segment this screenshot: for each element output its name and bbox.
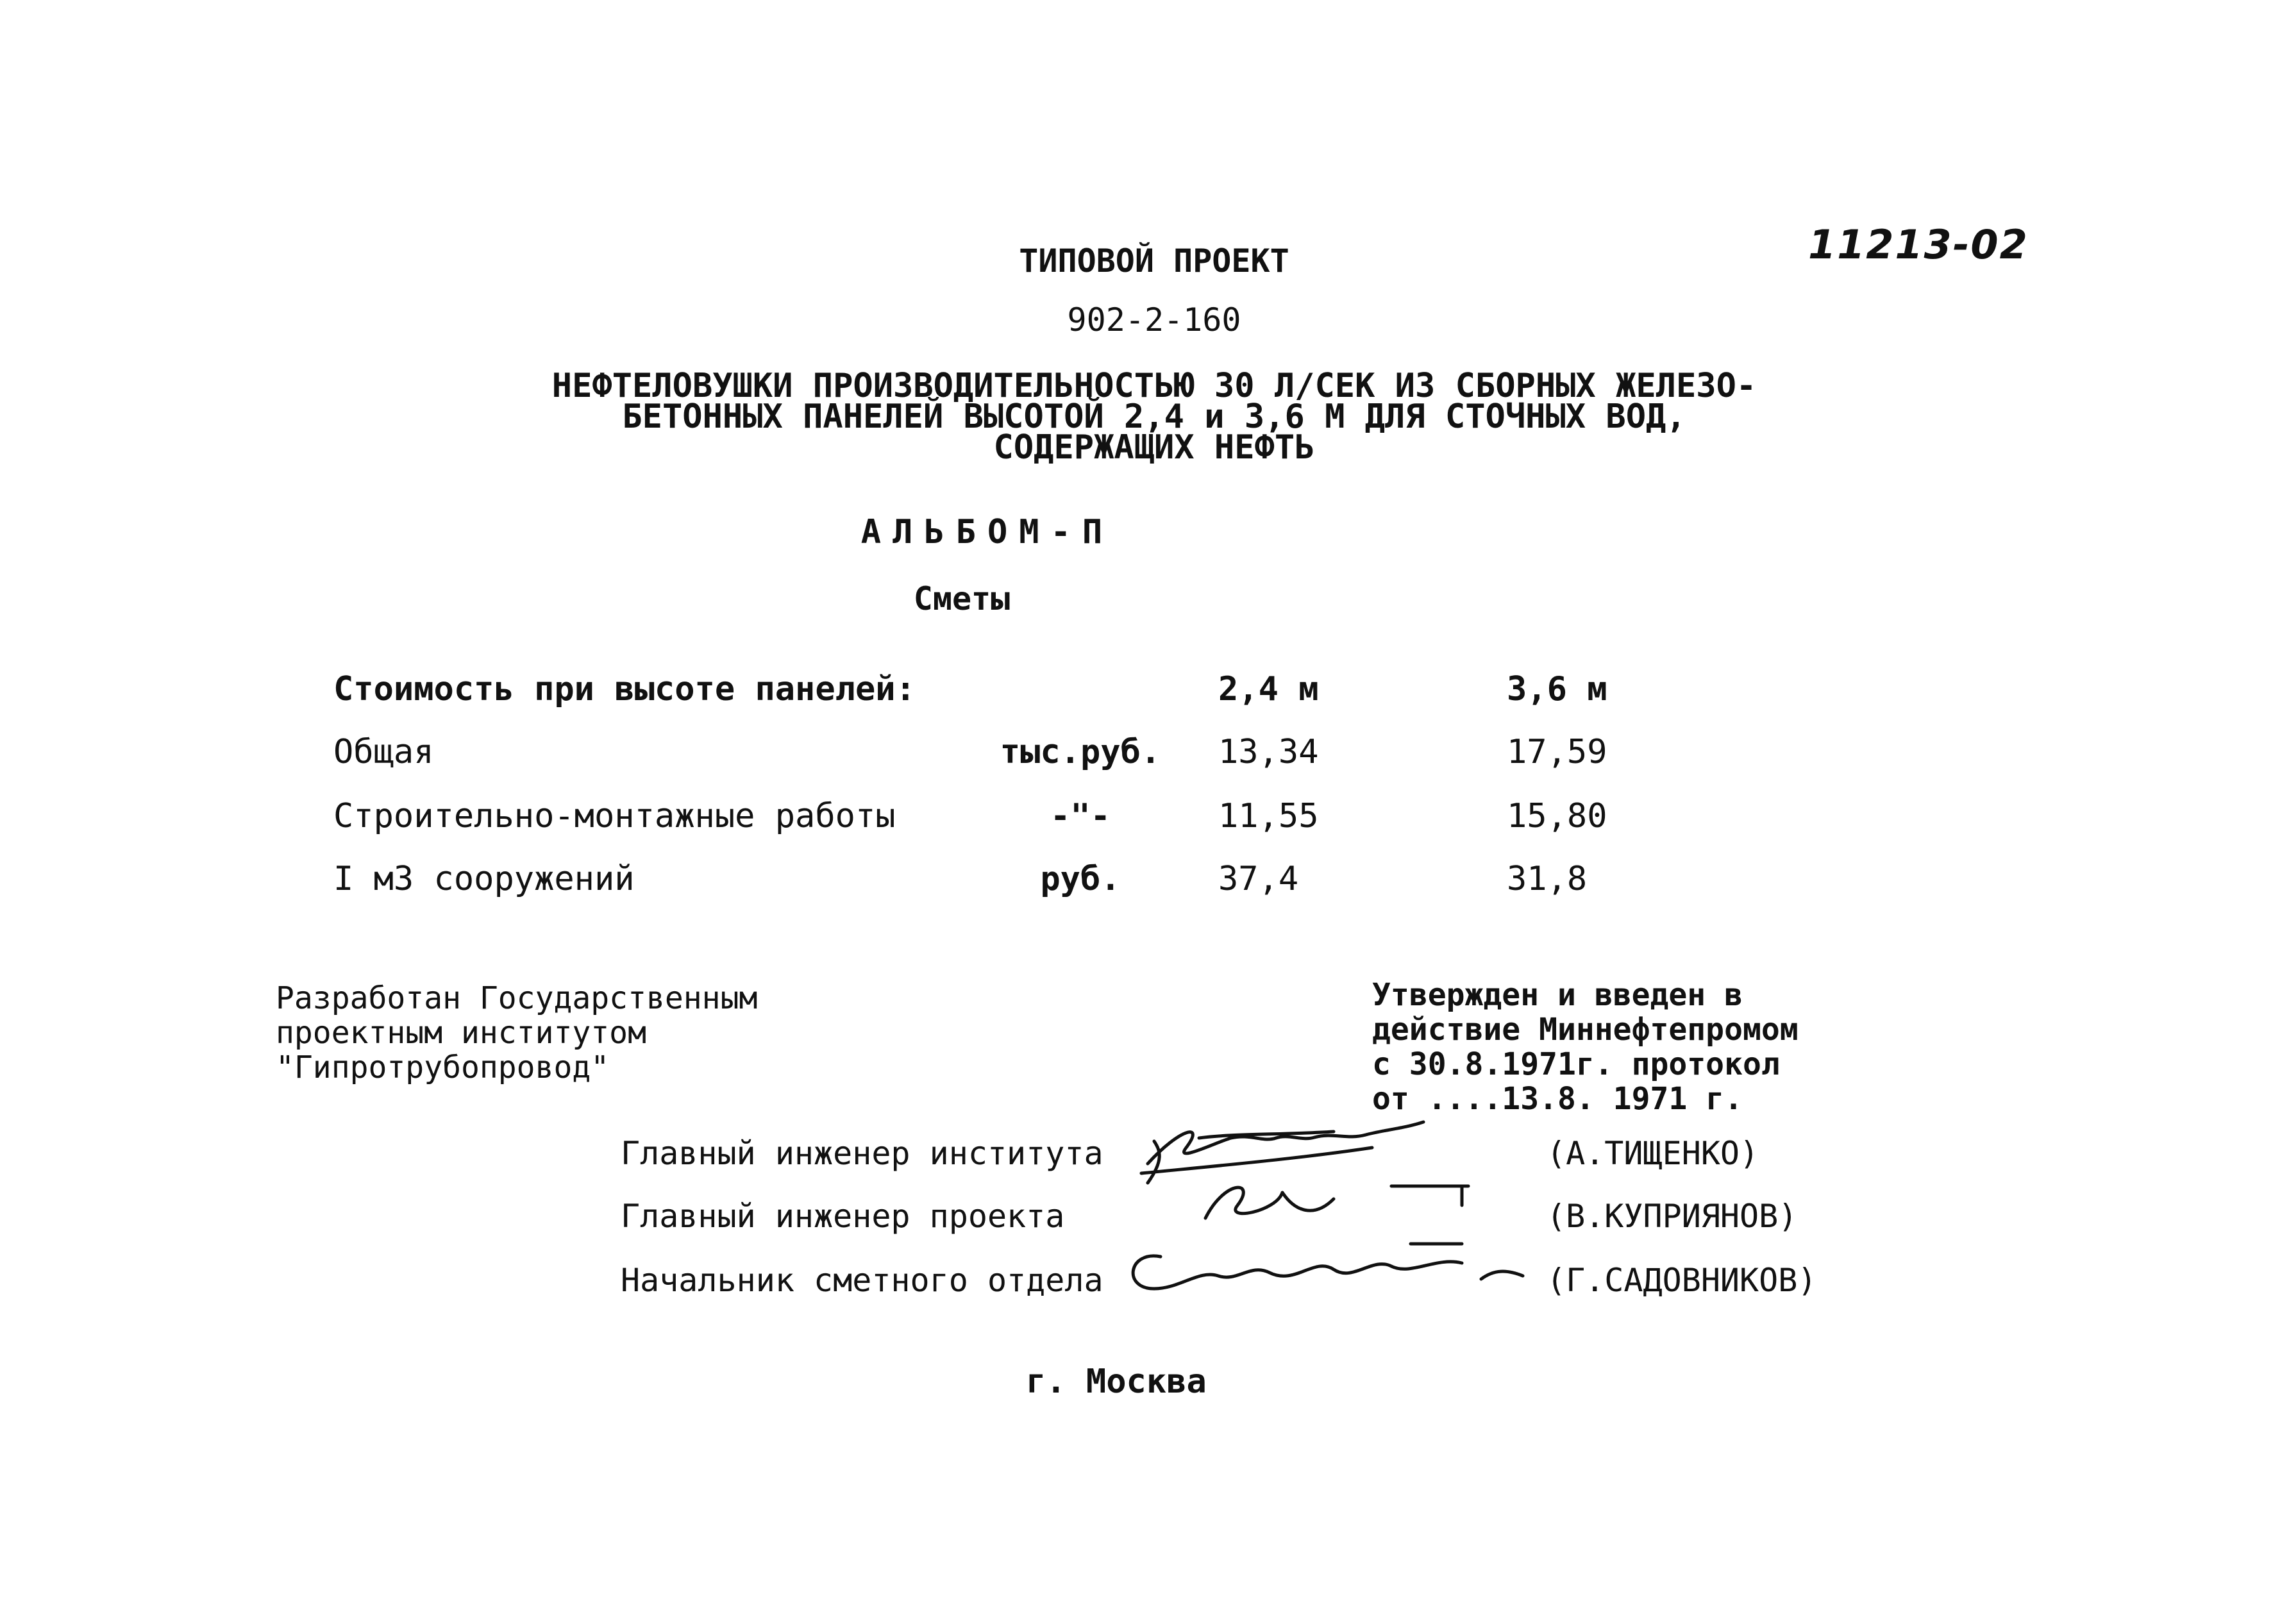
signatory-name: (В.КУПРИЯНОВ) xyxy=(1547,1198,1798,1235)
cost-row-value-1: 13,34 xyxy=(1218,733,1319,771)
approval-line: с 30.8.1971г. протокол xyxy=(1372,1046,1780,1082)
album-title: АЛЬБОМ-П xyxy=(860,513,1114,551)
developer-line: Разработан Государственным xyxy=(276,980,758,1016)
document-code: 11213-02 xyxy=(1808,221,2029,268)
signature-kupriyanov xyxy=(1186,1167,1475,1231)
cost-row-value-1: 37,4 xyxy=(1218,860,1299,898)
project-number: 902-2-160 xyxy=(1067,301,1241,339)
developer-line: проектным институтом xyxy=(276,1015,646,1051)
approval-line: Утвержден и введен в xyxy=(1372,977,1743,1013)
approval-line: от ....13.8. 1971 г. xyxy=(1372,1081,1743,1117)
page-title: ТИПОВОЙ ПРОЕКТ xyxy=(1019,242,1289,280)
cost-row-value-2: 31,8 xyxy=(1507,860,1588,898)
cost-row-unit: руб. xyxy=(1040,860,1121,898)
signatory-role: Главный инженер проекта xyxy=(621,1198,1065,1235)
signature-sadovnikov xyxy=(1103,1231,1526,1308)
signatory-role: Начальник сметного отдела xyxy=(621,1262,1103,1299)
project-subtitle xyxy=(321,367,1988,467)
cost-table-header-label: Стоимость при высоте панелей: xyxy=(333,670,916,708)
section-title: Сметы xyxy=(913,580,1011,617)
developer-block xyxy=(276,981,757,1085)
signatory-name: (Г.САДОВНИКОВ) xyxy=(1547,1262,1817,1299)
cost-row-label: Общая xyxy=(333,733,434,771)
cost-row-unit: тыс.руб. xyxy=(1000,733,1161,771)
cost-table-header-col1: 2,4 м xyxy=(1218,670,1319,708)
subtitle-line: НЕФТЕЛОВУШКИ ПРОИЗВОДИТЕЛЬНОСТЬЮ 30 Л/СЕК ИЗ СБОРНЫХ ЖЕЛЕЗО- xyxy=(551,367,1757,405)
cost-row-value-1: 11,55 xyxy=(1218,797,1319,835)
cost-row-unit: -"- xyxy=(1050,797,1111,835)
cost-row-value-2: 15,80 xyxy=(1507,797,1607,835)
signatory-name: (А.ТИЩЕНКО) xyxy=(1547,1135,1759,1172)
cost-row-label: Строительно-монтажные работы xyxy=(333,797,896,835)
signatory-role: Главный инженер института xyxy=(621,1135,1103,1172)
approval-line: действие Миннефтепромом xyxy=(1372,1012,1799,1048)
cost-table-header-col2: 3,6 м xyxy=(1507,670,1607,708)
developer-line: "Гипротрубопровод" xyxy=(276,1050,610,1085)
approval-block xyxy=(1372,978,1799,1116)
cost-row-label: I м3 сооружений xyxy=(333,860,635,898)
subtitle-line: БЕТОННЫХ ПАНЕЛЕЙ ВЫСОТОЙ 2,4 и 3,6 М ДЛЯ СТОЧНЫХ ВОД, xyxy=(622,398,1686,436)
cost-row-value-2: 17,59 xyxy=(1507,733,1607,771)
city-footer: г. Москва xyxy=(1026,1362,1207,1401)
subtitle-line: СОДЕРЖАЩИХ НЕФТЬ xyxy=(993,428,1315,467)
